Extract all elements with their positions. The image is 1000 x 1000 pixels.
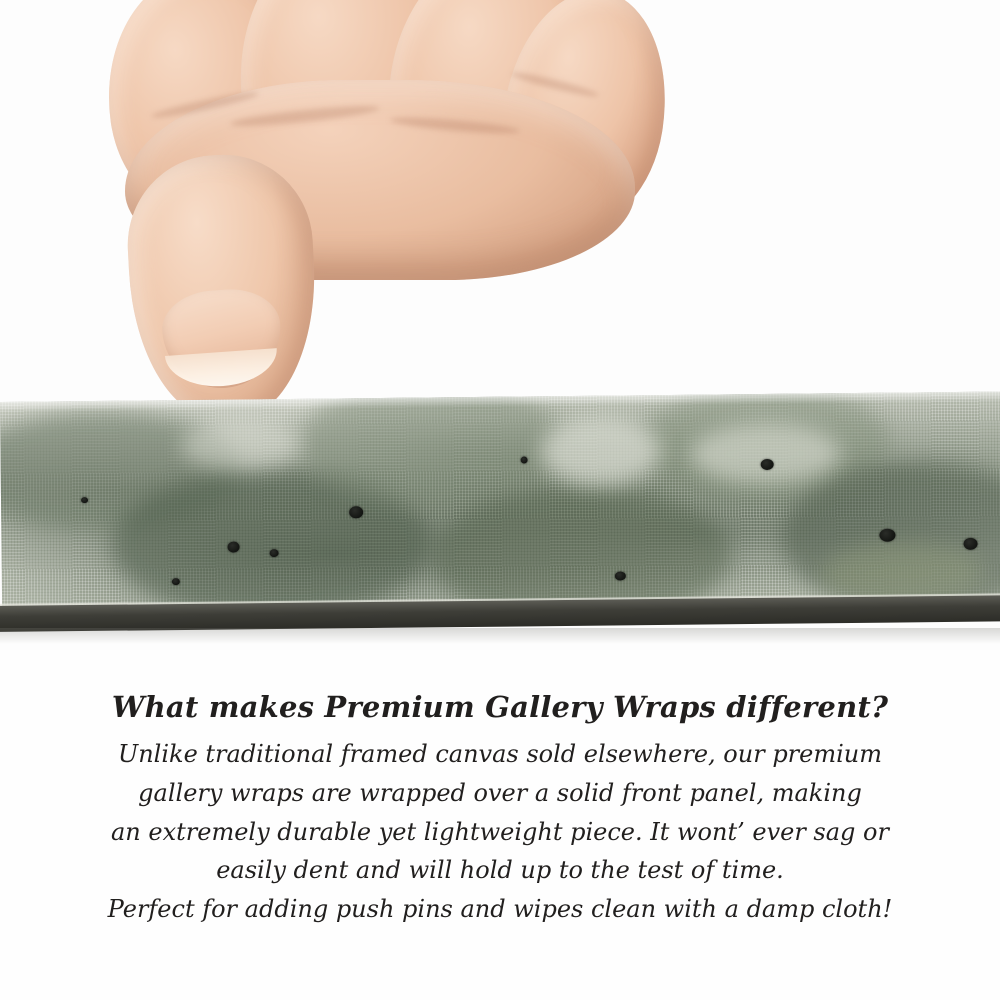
canvas-speck — [879, 529, 895, 542]
hand-icon — [90, 0, 650, 430]
canvas-speck — [349, 506, 363, 518]
canvas-speck — [172, 578, 180, 585]
caption-block — [0, 690, 1000, 929]
caption-line-1: Unlike traditional framed canvas sold elsewhere, our premium — [117, 739, 882, 768]
canvas-speck — [761, 459, 774, 470]
caption-heading: What makes Premium Gallery Wraps different? — [111, 690, 889, 724]
caption-line-5: Perfect for adding push pins and wipes clean with a damp cloth! — [107, 895, 893, 924]
canvas-speck — [227, 541, 239, 552]
canvas-speck — [270, 549, 279, 557]
canvas-speck — [615, 571, 626, 580]
caption-line-4: easily dent and will hold up to the test of time. — [216, 856, 784, 885]
caption-line-3: an extremely durable yet lightweight piece. It wont’ ever sag or — [111, 817, 889, 846]
canvas-speck — [521, 456, 528, 463]
caption-line-2: gallery wraps are wrapped over a solid front panel, making — [138, 778, 862, 807]
canvas-drop-shadow — [0, 628, 1000, 644]
canvas-speck — [963, 538, 977, 550]
canvas-speck — [81, 497, 88, 503]
canvas-edge-icon — [0, 392, 1000, 624]
